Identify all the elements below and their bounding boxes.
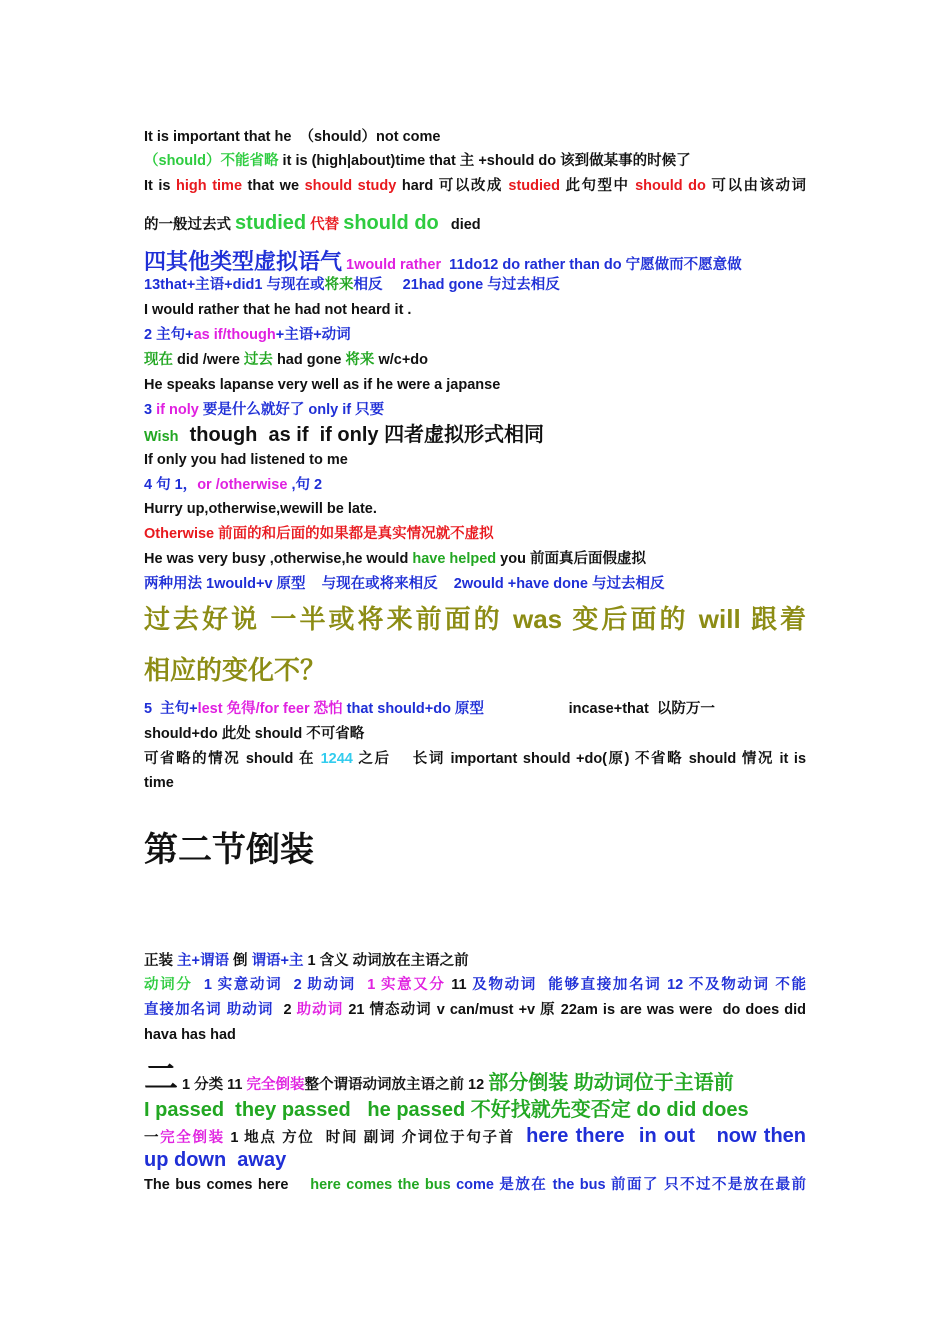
- text-run: hava has had: [144, 1027, 236, 1043]
- text-run: He was very busy ,otherwise,he would: [144, 551, 413, 567]
- text-run: 完全倒装: [246, 1077, 305, 1093]
- text-run: Hurry up,otherwise,wewill be late.: [144, 501, 377, 517]
- text-run: it is (high|about)time that 主 +should do 该到做某事的时候了: [278, 153, 691, 169]
- text-run: Otherwise 前面的和后面的如果都是真实情况就不虚拟: [144, 526, 494, 542]
- text-run: 整个谓语动词放主语之前 12: [304, 1077, 489, 1093]
- text-run: 5 主句+: [144, 701, 198, 717]
- text-run: you 前面真后面假虚拟: [496, 551, 646, 567]
- text-run: It is important that he （should）not come: [144, 129, 441, 145]
- text-line-3: [144, 176, 806, 196]
- text-run: if noly: [156, 402, 199, 418]
- text-run: 1 分类 11: [178, 1077, 247, 1093]
- text-run: time: [144, 775, 174, 791]
- text-run: hard 可以改成: [396, 178, 509, 194]
- text-run: or /otherwise: [197, 477, 292, 493]
- text-run: 完全倒装: [160, 1130, 225, 1146]
- text-run: 相应的变化不？: [144, 655, 327, 685]
- text-run: 1 实意又分: [367, 977, 446, 993]
- text-run: 可以由该动词: [705, 178, 806, 194]
- text-line-10: [144, 375, 806, 395]
- text-line-28: [144, 1000, 806, 1020]
- text-line-8: [144, 325, 806, 345]
- text-run: 1 含义 动词放在主语之前: [303, 953, 469, 969]
- text-line-31: [144, 1097, 806, 1123]
- text-line-5: [144, 249, 806, 275]
- text-run: （should）不能省略: [144, 153, 279, 169]
- text-run: 的一般过去式: [144, 217, 236, 233]
- text-run: 将来: [345, 352, 375, 368]
- text-run: 11do12 do rather than do 宁愿做而不愿意做: [441, 257, 742, 273]
- text-run: 21 情态动词 v can/must +v 原 22am is are was were do does did: [343, 1002, 806, 1018]
- text-run: studied: [508, 178, 560, 194]
- text-run: 两种用法 1would+v 原型 与现在或将来相反 2would +have done 与过去相反: [144, 576, 665, 592]
- text-line-16: [144, 524, 806, 544]
- text-run: Wish: [144, 429, 179, 445]
- text-line-24: [144, 773, 806, 793]
- text-run: 1would rather: [342, 257, 442, 273]
- text-run: 代替: [306, 217, 344, 233]
- text-line-22: [144, 724, 806, 744]
- text-run: here there in out now then: [526, 1125, 806, 1147]
- text-run: 1244: [320, 751, 353, 767]
- text-line-4: [144, 210, 806, 236]
- text-run: ,句 2: [291, 477, 323, 493]
- text-run: 3: [144, 402, 157, 418]
- text-line-18: [144, 574, 806, 594]
- text-line-20: [144, 653, 806, 687]
- text-line-15: [144, 499, 806, 519]
- text-run: that we: [242, 178, 305, 194]
- text-line-23: [144, 749, 806, 769]
- text-run: 1 地点 方位 时间 副词 介词位于句子首: [224, 1130, 527, 1146]
- text-run: should+do 此处 should 不可省略: [144, 726, 365, 742]
- text-line-14: [144, 475, 806, 495]
- text-run: 谓语+主: [251, 953, 304, 969]
- text-run: 此句型中: [559, 178, 636, 194]
- text-run: here comes the bus: [310, 1177, 451, 1193]
- text-line-6: [144, 275, 806, 295]
- text-run: 直接加名词 助动词: [144, 1002, 274, 1018]
- text-run: lest 免得/for feer 恐怕: [197, 701, 343, 717]
- text-run: 13that+主语+did1 与现在或: [144, 277, 325, 293]
- text-run: should do: [343, 212, 439, 234]
- text-run: as if/though: [193, 327, 276, 343]
- text-run: had gone: [272, 352, 346, 368]
- text-run: 部分倒装 助动词位于主语前: [488, 1072, 734, 1094]
- text-run: 正装: [144, 953, 178, 969]
- text-run: 主+谓语: [177, 953, 229, 969]
- text-run: 现在: [144, 352, 173, 368]
- text-run: studied: [235, 212, 307, 234]
- text-line-32: [144, 1123, 806, 1149]
- text-line-1: [144, 127, 806, 147]
- text-run: have helped: [412, 551, 497, 567]
- text-run: did /were: [173, 352, 244, 368]
- text-run: should do: [635, 178, 706, 194]
- text-run: 第二节倒装: [144, 831, 314, 869]
- text-line-33: [144, 1147, 806, 1173]
- text-run: incase+that 以防万一: [484, 701, 715, 717]
- text-line-30: [144, 1056, 806, 1100]
- text-run: 相反 21had gone 与过去相反: [353, 277, 560, 293]
- text-run: come 是放在 the bus 前面了 只不过不是放在最前: [450, 1177, 806, 1193]
- text-line-13: [144, 450, 806, 470]
- text-run: should study: [304, 178, 397, 194]
- text-run: though as if if only 四者虚拟形式相同: [178, 424, 545, 446]
- text-run: 1 实意动词 2 助动词: [192, 977, 368, 993]
- text-run: If only you had listened to me: [144, 452, 348, 468]
- text-run: 过去: [243, 352, 273, 368]
- text-run: 二: [144, 1059, 178, 1097]
- text-line-26: [144, 951, 806, 971]
- text-line-2: [144, 151, 806, 171]
- text-line-19: [144, 602, 806, 636]
- text-run: 倒: [229, 953, 252, 969]
- text-run: 一: [144, 1130, 161, 1146]
- text-line-11: [144, 400, 806, 420]
- text-run: up down away: [144, 1149, 287, 1171]
- text-run: +主语+动词: [275, 327, 351, 343]
- text-run: 四其他类型虚拟语气: [144, 249, 343, 274]
- text-line-9: [144, 350, 806, 370]
- text-run: 2: [273, 1002, 297, 1018]
- text-run: 之后 长词 important should +do(原) 不省略 should 情况 it is: [352, 751, 806, 767]
- text-run: 要是什么就好了 only if 只要: [198, 402, 385, 418]
- text-run: died: [438, 217, 481, 233]
- text-run: 动词分: [144, 977, 193, 993]
- text-run: I would rather that he had not heard it .: [144, 302, 412, 318]
- text-run: 过去好说 一半或将来前面的 was 变后面的 will 跟着: [144, 604, 806, 634]
- text-run: 助动词: [296, 1002, 344, 1018]
- text-run: high time: [176, 178, 243, 194]
- text-run: 2 主句+: [144, 327, 194, 343]
- text-line-21: [144, 699, 806, 719]
- text-line-27: [144, 975, 806, 995]
- text-line-25: [144, 828, 806, 872]
- text-run: 11: [445, 977, 473, 993]
- text-run: 将来: [324, 277, 354, 293]
- text-run: It is: [144, 178, 177, 194]
- text-line-12: [144, 422, 806, 448]
- text-run: that should+do 原型: [342, 701, 484, 717]
- text-line-34: [144, 1175, 806, 1195]
- text-run: 4 句 1，: [144, 477, 198, 493]
- text-line-7: [144, 300, 806, 320]
- text-run: He speaks lapanse very well as if he were a japanse: [144, 377, 501, 393]
- text-line-29: [144, 1025, 806, 1045]
- text-run: 可省略的情况 should 在: [144, 751, 321, 767]
- text-line-17: [144, 549, 806, 569]
- text-run: The bus comes here: [144, 1177, 311, 1193]
- text-run: 及物动词 能够直接加名词 12 不及物动词 不能: [472, 977, 806, 993]
- text-run: I passed they passed he passed 不好找就先变否定 do did does: [144, 1099, 749, 1121]
- text-run: w/c+do: [374, 352, 429, 368]
